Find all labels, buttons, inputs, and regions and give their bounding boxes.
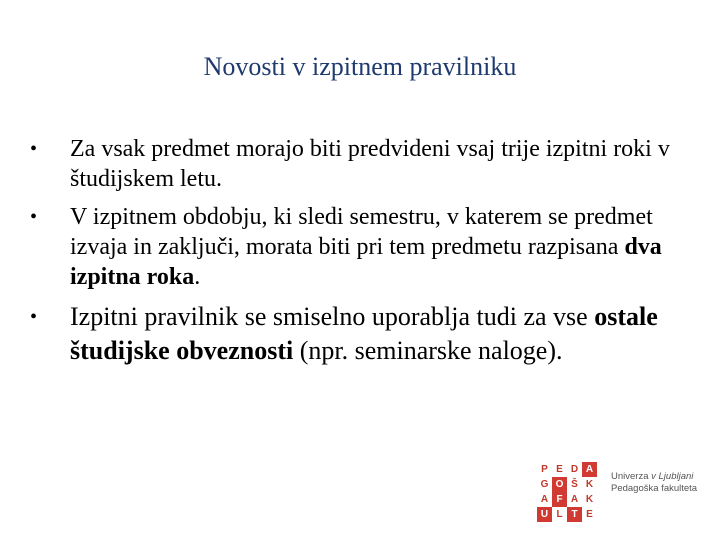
bullet-text-part: Izpitni pravilnik se smiselno uporablja tudi za vse	[70, 302, 595, 331]
bullet-item-1	[30, 134, 690, 194]
logo-university-line	[611, 471, 697, 483]
bullet-marker: •	[30, 138, 38, 160]
logo-letter-cell: L	[552, 507, 567, 522]
logo-letter-cell: Š	[567, 477, 582, 492]
logo-letter-cell: P	[537, 462, 552, 477]
logo-letter-cell: K	[582, 477, 597, 492]
logo-letter-cell: F	[552, 492, 567, 507]
slide-title: Novosti v izpitnem pravilniku	[203, 52, 517, 81]
bullet-text	[70, 302, 658, 365]
logo-faculty-line: Pedagoška fakulteta	[611, 483, 698, 494]
logo-letter-cell: K	[582, 492, 597, 507]
faculty-logo	[537, 462, 597, 522]
logo-letter-cell: U	[537, 507, 552, 522]
logo-letter-cell: G	[537, 477, 552, 492]
logo-letter-cell: D	[567, 462, 582, 477]
bullet-text	[70, 204, 662, 290]
bullet-text-part: V izpitnem obdobju, ki sledi semestru, v katerem se predmet izvaja in zaključi, morata biti pri tem predmetu razpisana	[70, 204, 653, 260]
logo-letter-cell: T	[567, 507, 582, 522]
bullet-list	[30, 134, 690, 376]
logo-letter-cell: O	[552, 477, 567, 492]
logo-university-prefix: Univerza	[611, 471, 652, 482]
bullet-text	[70, 136, 670, 192]
logo-caption	[611, 471, 697, 495]
bullet-text-bold: ostale študijske obveznosti	[70, 302, 658, 365]
bullet-text-part: Za vsak predmet morajo biti predvideni vsaj trije izpitni roki v študijskem letu.	[70, 136, 670, 192]
bullet-item-3	[30, 300, 690, 368]
logo-letter-cell: E	[582, 507, 597, 522]
bullet-item-2	[30, 202, 690, 292]
logo-university-city: v Ljubljani	[651, 471, 694, 482]
bullet-text-bold: dva izpitna roka	[70, 234, 662, 290]
bullet-text-part: (npr. seminarske naloge).	[293, 336, 563, 365]
logo-letter-cell: A	[582, 462, 597, 477]
bullet-marker: •	[30, 306, 38, 328]
logo-letter-cell: A	[567, 492, 582, 507]
bullet-text-part: .	[194, 264, 201, 290]
logo-letter-cell: E	[552, 462, 567, 477]
logo-letter-cell: A	[537, 492, 552, 507]
bullet-marker: •	[30, 206, 38, 228]
